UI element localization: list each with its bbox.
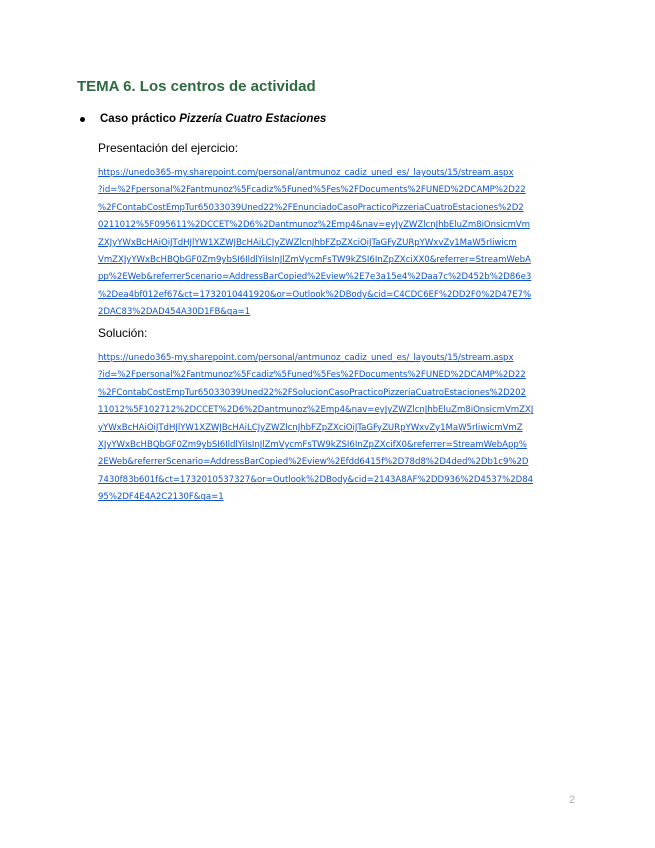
page-title: TEMA 6. Los centros de actividad (77, 78, 316, 95)
link-line: pp%2EWeb&referrerScenario=AddressBarCopied%2Eview%2E7e3a15e4%2Daa7c%2D452b%2D86e3 (98, 272, 532, 283)
link-line: 11012%5F102712%2DCCET%2D6%2Dantmunoz%2Emp4&nav=eyJyZWZlcnJhbEluZm8iOnsicmVmZXJ (98, 405, 534, 416)
presentation-label: Presentación del ejercicio: (98, 141, 239, 155)
link-line: ?id=%2Fpersonal%2Fantmunoz%5Fcadiz%5Funed%5Fes%2FDocuments%2FUNED%2DCAMP%2D22 (98, 185, 526, 196)
link-line: %2FContabCostEmpTur65033039Uned22%2FSolucionCasoPracticoPizzeriaCuatroEstaciones%2D202 (98, 387, 526, 398)
link-line: ?id=%2Fpersonal%2Fantmunoz%5Fcadiz%5Funed%5Fes%2FDocuments%2FUNED%2DCAMP%2D22 (98, 370, 526, 381)
solution-label: Solución: (98, 326, 148, 340)
bullet-dot-icon (80, 117, 85, 122)
link-line: 0211012%5F095611%2DCCET%2D6%2Dantmunoz%2Emp4&nav=eyJyZWZlcnJhbEluZm8iOnsicmVm (98, 220, 530, 231)
link-line: VmZXJyYWxBcHBQbGF0Zm9ybSI6IldlYiIsInJlZmVycmFsTW9kZSI6InZpZXciXX0&referrer=StreamWebA (98, 255, 531, 266)
presentation-link[interactable] (98, 165, 578, 322)
link-line: 7430f83b601f&ct=1732010537327&or=Outlook%2DBody&cid=2143A8AF%2DD936%2D4537%2D84 (98, 474, 534, 485)
page-number: 2 (569, 794, 576, 806)
bullet-item (80, 113, 326, 125)
bullet-prefix: Caso práctico (100, 113, 180, 125)
bullet-text (100, 113, 326, 125)
link-line: 2DAC83%2DAD454A30D1FB&ga=1 (98, 307, 251, 318)
link-line: %2FContabCostEmpTur65033039Uned22%2FEnunciadoCasoPracticoPizzeriaCuatroEstaciones%2D2 (98, 202, 524, 213)
solution-link[interactable] (98, 350, 578, 507)
bullet-italic: Pizzería Cuatro Estaciones (179, 113, 327, 125)
link-line: https://unedo365-my.sharepoint.com/personal/antmunoz_cadiz_uned_es/_layouts/15/stream.aspx (98, 168, 514, 178)
link-line: 95%2DF4E4A2C2130F&ga=1 (98, 492, 224, 503)
link-line: XJyYWxBcHBQbGF0Zm9ybSI6IldlYiIsInJlZmVycmFsTW9kZSI6InZpZXcifX0&referrer=StreamWebApp% (98, 440, 527, 451)
link-line: %2Dea4bf012ef67&ct=1732010441920&or=Outlook%2DBody&cid=C4CDC6EF%2DD2F0%2D47E7% (98, 289, 532, 300)
link-line: 2EWeb&referrerScenario=AddressBarCopied%2Eview%2Efdd6415f%2D78d8%2D4ded%2Db1c9%2D (98, 457, 529, 468)
link-line: yYWxBcHAiOiJTdHJlYW1XZWJBcHAiLCJyZWZlcnJhbFZpZXciOiJTaGFyZURpYWxvZy1MaW5rIiwicmVmZ (98, 422, 523, 433)
link-line: ZXJyYWxBcHAiOiJTdHJlYW1XZWJBcHAiLCJyZWZlcnJhbFZpZXciOiJTaGFyZURpYWxvZy1MaW5rIiwicm (98, 237, 517, 248)
link-line: https://unedo365-my.sharepoint.com/personal/antmunoz_cadiz_uned_es/_layouts/15/stream.aspx (98, 353, 514, 363)
